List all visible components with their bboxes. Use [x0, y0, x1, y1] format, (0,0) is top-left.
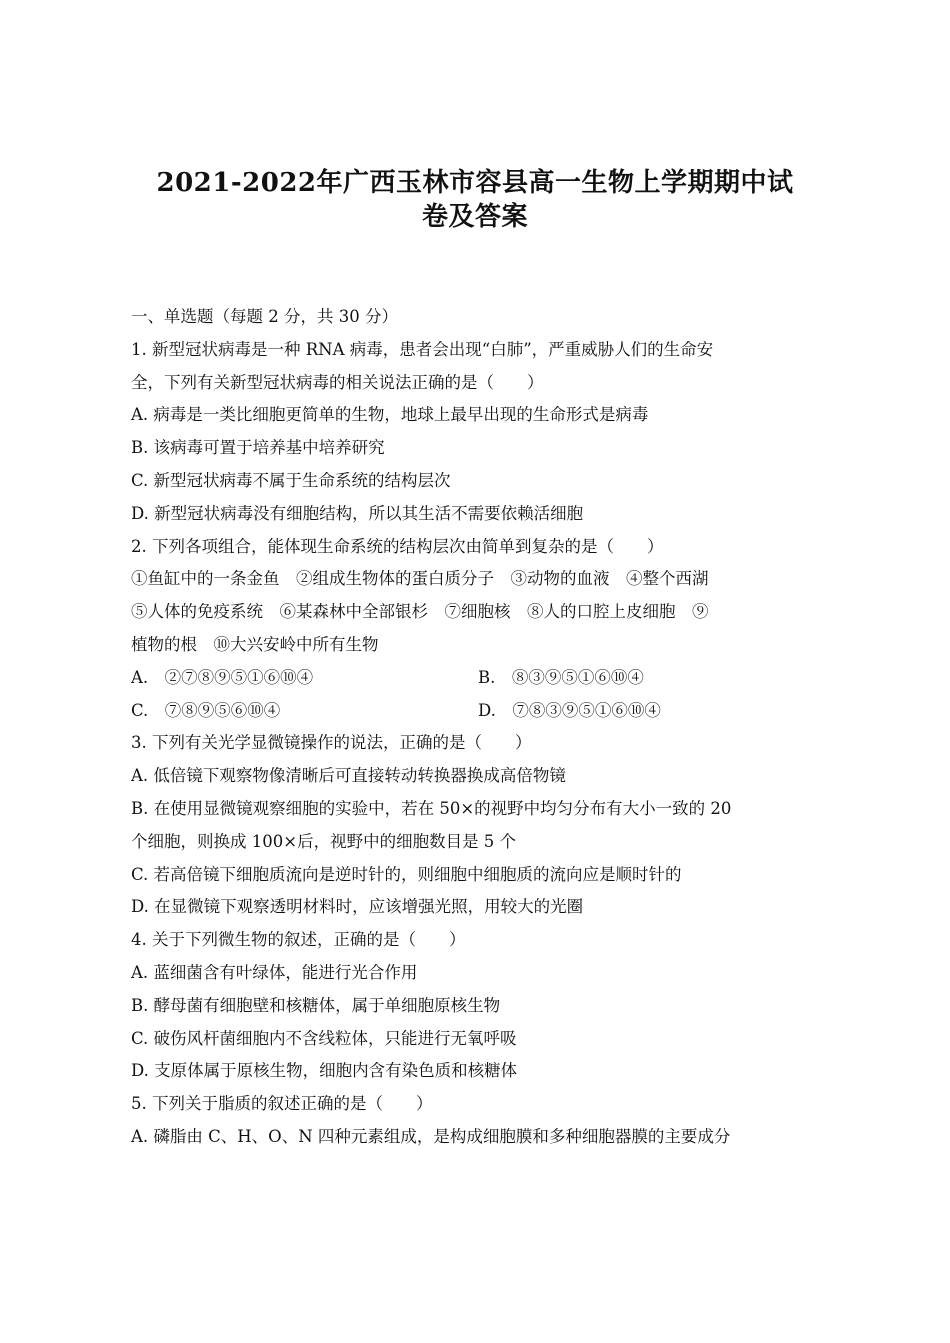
question-1-option-a: A. 病毒是一类比细胞更简单的生物，地球上最早出现的生命形式是病毒 — [131, 405, 649, 425]
question-3-option-b-line-2: 个细胞，则换成 100×后，视野中的细胞数目是 5 个 — [131, 831, 517, 851]
document-body — [131, 301, 831, 1154]
question-1-stem-line-1: 1. 新型冠状病毒是一种 RNA 病毒，患者会出现“白肺”，严重威胁人们的生命安 — [131, 339, 714, 359]
question-2-option-a: A. ②⑦⑧⑨⑤①⑥⑩④ — [131, 667, 314, 687]
question-2-option-c: C. ⑦⑧⑨⑤⑥⑩④ — [131, 700, 281, 720]
question-3-option-c: C. 若高倍镜下细胞质流向是逆时针的，则细胞中细胞质的流向应是顺时针的 — [131, 864, 682, 884]
question-4-option-c: C. 破伤风杆菌细胞内不含线粒体，只能进行无氧呼吸 — [131, 1028, 517, 1048]
question-2-option-b: B. ⑧③⑨⑤①⑥⑩④ — [478, 667, 644, 687]
question-4-stem: 4. 关于下列微生物的叙述，正确的是（ ） — [131, 930, 466, 950]
question-2-option-d: D. ⑦⑧③⑨⑤①⑥⑩④ — [478, 700, 661, 720]
question-1-stem-line-2: 全，下列有关新型冠状病毒的相关说法正确的是（ ） — [131, 372, 544, 392]
question-1-option-b: B. 该病毒可置于培养基中培养研究 — [131, 438, 385, 458]
question-2-items-line-3: 植物的根 ⑩大兴安岭中所有生物 — [131, 634, 379, 654]
question-5-stem: 5. 下列关于脂质的叙述正确的是（ ） — [131, 1094, 433, 1114]
question-2-items-line-1: ①鱼缸中的一条金鱼 ②组成生物体的蛋白质分子 ③动物的血液 ④整个西湖 — [131, 569, 709, 589]
question-3-option-b-line-1: B. 在使用显微镜观察细胞的实验中，若在 50×的视野中均匀分布有大小一致的 20 — [131, 798, 732, 818]
question-2-items-line-2: ⑤人体的免疫系统 ⑥某森林中全部银杉 ⑦细胞核 ⑧人的口腔上皮细胞 ⑨ — [131, 602, 709, 622]
question-3-option-d: D. 在显微镜下观察透明材料时，应该增强光照，用较大的光圈 — [131, 897, 584, 917]
question-3-option-a: A. 低倍镜下观察物像清晰后可直接转动转换器换成高倍物镜 — [131, 766, 566, 786]
question-1-option-d: D. 新型冠状病毒没有细胞结构，所以其生活不需要依赖活细胞 — [131, 503, 584, 523]
question-3-stem: 3. 下列有关光学显微镜操作的说法，正确的是（ ） — [131, 733, 532, 753]
question-4-option-d: D. 支原体属于原核生物，细胞内含有染色质和核糖体 — [131, 1061, 518, 1081]
question-1-option-c: C. 新型冠状病毒不属于生命系统的结构层次 — [131, 470, 451, 490]
question-2-options-row-2 — [131, 695, 831, 728]
document-title-line-2: 卷及答案 — [421, 202, 528, 232]
question-4-option-a: A. 蓝细菌含有叶绿体，能进行光合作用 — [131, 962, 418, 982]
question-5-option-a: A. 磷脂由 C、H、O、N 四种元素组成，是构成细胞膜和多种细胞器膜的主要成分 — [131, 1126, 731, 1146]
document-title-line-1: 2021-2022年广西玉林市容县高一生物上学期期中试 — [156, 168, 794, 198]
question-2-stem: 2. 下列各项组合，能体现生命系统的结构层次由简单到复杂的是（ ） — [131, 536, 664, 556]
question-2-options-row-1 — [131, 662, 831, 695]
question-4-option-b: B. 酵母菌有细胞壁和核糖体，属于单细胞原核生物 — [131, 995, 501, 1015]
section-heading: 一、单选题（每题 2 分，共 30 分） — [131, 307, 398, 326]
